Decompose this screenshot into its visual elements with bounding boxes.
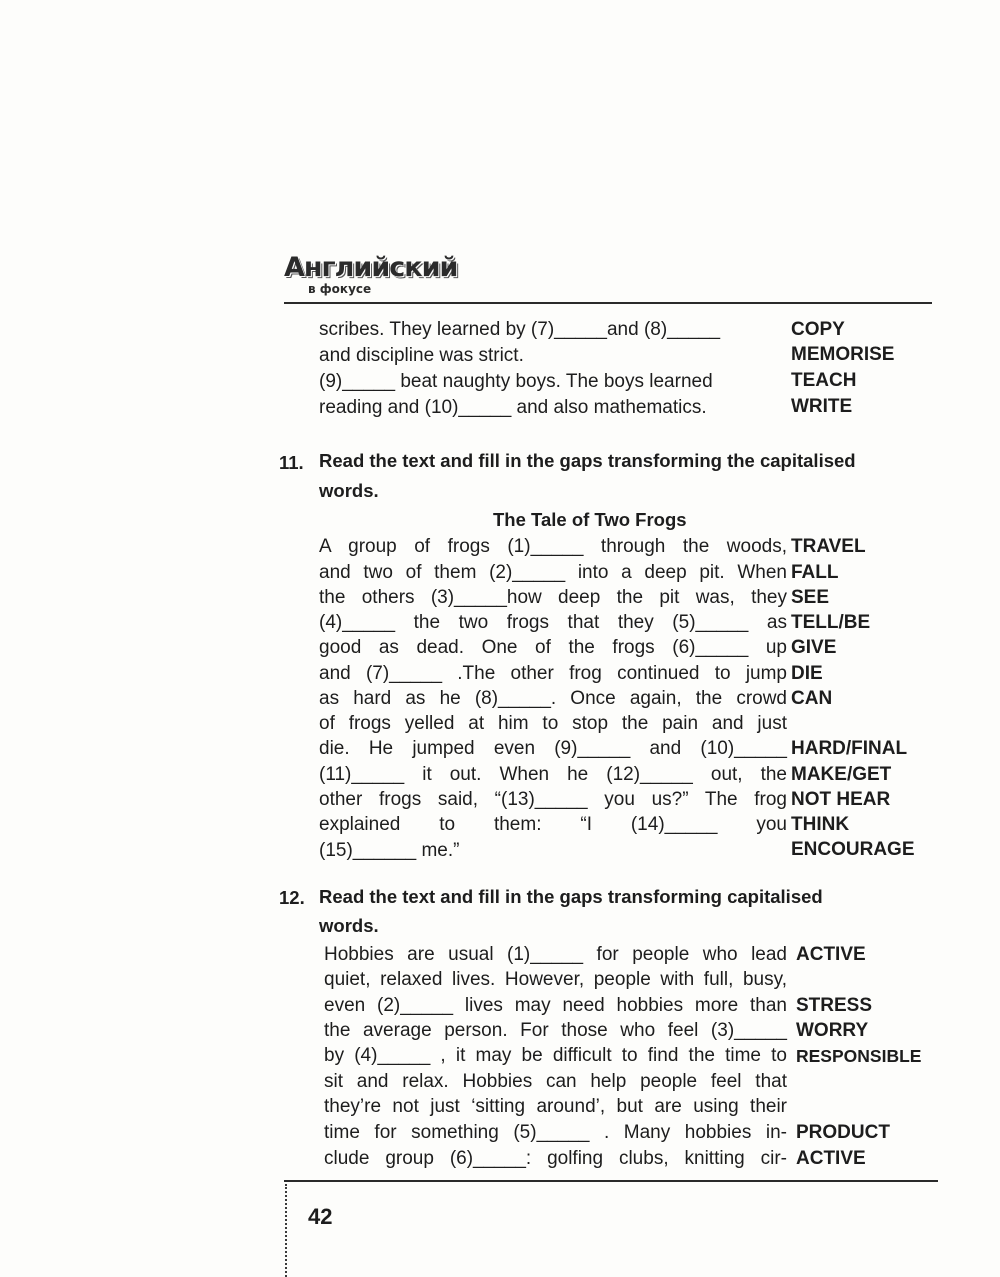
text-line: of frogs yelled at him to stop the pain and just bbox=[319, 713, 787, 734]
text-line: die. He jumped even (9)_____ and (10)_____ bbox=[319, 738, 787, 759]
keyword: TEACH bbox=[791, 370, 857, 391]
task-instruction: words. bbox=[319, 480, 379, 501]
keyword: ACTIVE bbox=[796, 1148, 866, 1169]
keyword: WORRY bbox=[796, 1020, 869, 1041]
text-line: reading and (10)_____ and also mathematics. bbox=[319, 397, 707, 418]
logo-subtitle: в фокусе bbox=[308, 282, 372, 296]
text-line: (11)_____ it out. When he (12)_____ out, the bbox=[319, 764, 787, 785]
text-line: by (4)_____ , it may be difficult to find the time to bbox=[324, 1045, 787, 1066]
keyword: MAKE/GET bbox=[791, 764, 892, 785]
task-instruction: Read the text and fill in the gaps transforming the capitalised bbox=[319, 450, 856, 471]
text-line: clude group (6)_____: golfing clubs, knitting cir- bbox=[324, 1148, 787, 1169]
keyword: TELL/BE bbox=[791, 612, 871, 633]
text-line: the others (3)_____how deep the pit was, they bbox=[319, 587, 787, 608]
text-line: as hard as he (8)_____. Once again, the crowd bbox=[319, 688, 787, 709]
keyword: CAN bbox=[791, 688, 833, 709]
logo bbox=[284, 252, 458, 300]
text-line: and (7)_____ .The other frog continued to jump bbox=[319, 663, 787, 684]
keyword: DIE bbox=[791, 663, 823, 684]
keyword: NOT HEAR bbox=[791, 789, 891, 810]
task-number: 12. bbox=[279, 887, 305, 908]
footer-divider bbox=[284, 1180, 938, 1182]
keyword: GIVE bbox=[791, 637, 837, 658]
text-line: time for something (5)_____ . Many hobbies in- bbox=[324, 1122, 787, 1143]
keyword: SEE bbox=[791, 587, 830, 608]
task-instruction: words. bbox=[319, 915, 379, 936]
keyword: ENCOURAGE bbox=[791, 839, 915, 860]
text-line: the average person. For those who feel (3)_____ bbox=[324, 1020, 787, 1041]
logo-title: Английский bbox=[284, 252, 458, 283]
text-line: even (2)_____ lives may need hobbies more than bbox=[324, 995, 787, 1016]
keyword: THINK bbox=[791, 814, 850, 835]
keyword: RESPONSIBLE bbox=[796, 1046, 922, 1066]
keyword: TRAVEL bbox=[791, 536, 866, 557]
text-line: quiet, relaxed lives. However, people with full, busy, bbox=[324, 969, 787, 990]
text-line: (4)_____ the two frogs that they (5)_____ as bbox=[319, 612, 787, 633]
keyword: ACTIVE bbox=[796, 944, 866, 965]
text-line: and two of them (2)_____ into a deep pit. When bbox=[319, 562, 787, 583]
keyword: COPY bbox=[791, 319, 845, 340]
keyword: WRITE bbox=[791, 396, 853, 417]
task-instruction: Read the text and fill in the gaps transforming capitalised bbox=[319, 886, 823, 907]
text-line: explained to them: “I (14)_____ you bbox=[319, 814, 787, 835]
keyword: MEMORISE bbox=[791, 344, 895, 365]
text-line: scribes. They learned by (7)_____and (8)_____ bbox=[319, 319, 721, 340]
text-line: (9)_____ beat naughty boys. The boys learned bbox=[319, 371, 713, 392]
text-line: and discipline was strict. bbox=[319, 345, 524, 366]
keyword: HARD/FINAL bbox=[791, 738, 908, 759]
story-title: The Tale of Two Frogs bbox=[493, 509, 687, 530]
text-line: sit and relax. Hobbies can help people feel that bbox=[324, 1071, 787, 1092]
text-line: A group of frogs (1)_____ through the woods, bbox=[319, 536, 787, 557]
text-line: they’re not just ‘sitting around’, but are using their bbox=[324, 1096, 787, 1117]
task-number: 11. bbox=[279, 452, 304, 473]
header-divider bbox=[284, 302, 932, 304]
text-line: other frogs said, “(13)_____ you us?” The frog bbox=[319, 789, 787, 810]
keyword: FALL bbox=[791, 562, 839, 583]
dotted-margin bbox=[285, 1184, 287, 1277]
text-line: (15)______ me.” bbox=[319, 840, 460, 861]
keyword: PRODUCT bbox=[796, 1122, 890, 1143]
keyword: STRESS bbox=[796, 995, 873, 1016]
text-line: Hobbies are usual (1)_____ for people who lead bbox=[324, 944, 787, 965]
text-line: good as dead. One of the frogs (6)_____ up bbox=[319, 637, 787, 658]
page-number: 42 bbox=[308, 1204, 333, 1229]
